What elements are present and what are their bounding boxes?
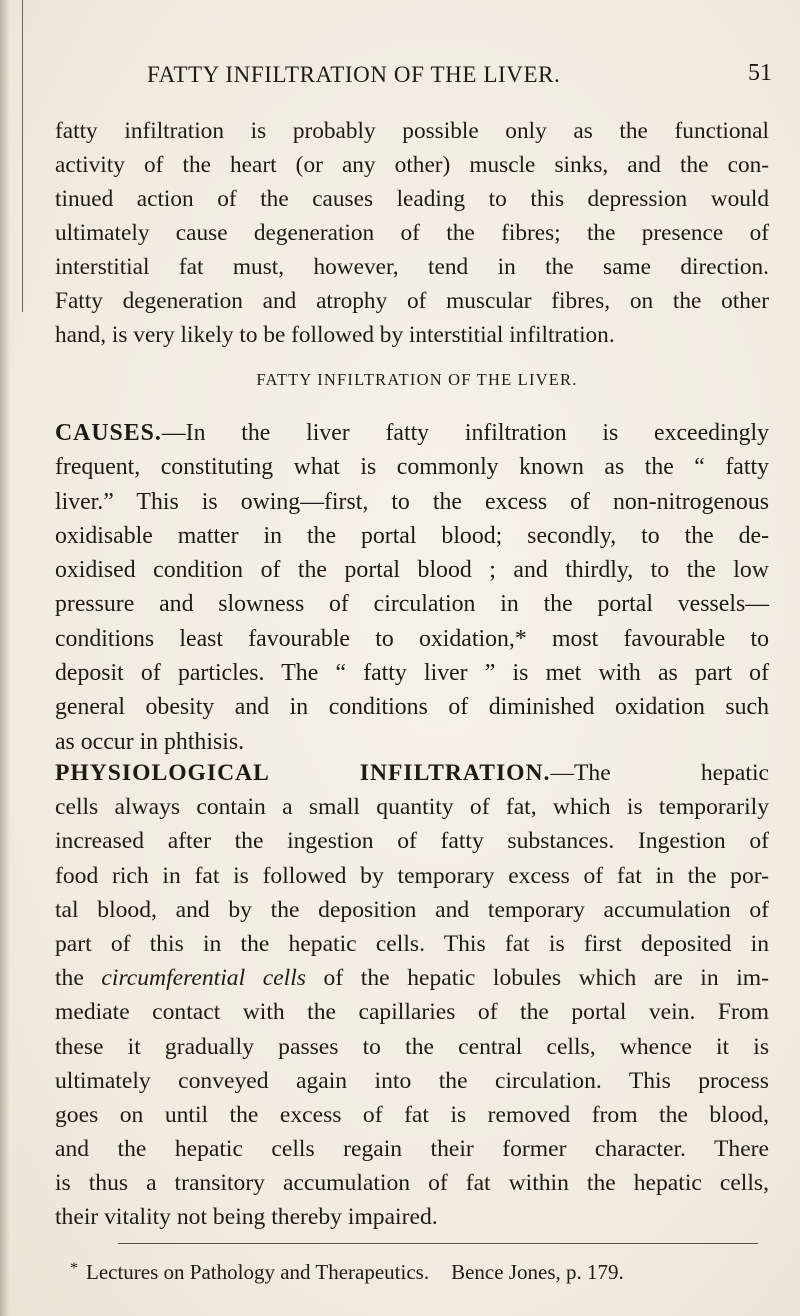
text-line: interstitial fat must, however, tend in the same direction.: [55, 254, 769, 280]
text-line: oxidised condition of the portal blood ; and thirdly, to the low: [55, 557, 769, 584]
page-number: 51: [748, 60, 772, 86]
text-line: conditions least favourable to oxidation,* most favourable to: [55, 625, 769, 652]
footnote-marker: *: [70, 1260, 78, 1277]
physiological-lead-in: PHYSIOLOGICAL INFILTRATION.: [55, 760, 551, 786]
text-line: tal blood, and by the deposition and temporary accumulation of: [55, 896, 769, 923]
text-line: ultimately conveyed again into the circulation. This process: [55, 1067, 769, 1094]
intro-paragraph: [55, 114, 769, 352]
text-line: as occur in phthisis.: [55, 728, 245, 755]
causes-first-line: —In the liver fatty infiltration is exceedingly: [161, 420, 769, 446]
text-line: increased after the ingestion of fatty substances. Ingestion of: [55, 828, 769, 855]
page-binding-shadow: [0, 0, 10, 1316]
text-line: goes on until the excess of fat is removed from the blood,: [55, 1101, 769, 1128]
text-line: and the hepatic cells regain their former character. There: [55, 1136, 769, 1163]
text-line: frequent, constituting what is commonly known as the “ fatty: [55, 454, 769, 481]
text-line: tinued action of the causes leading to this depression would: [55, 186, 769, 212]
text-line: fatty infiltration is probably possible only as the functional: [55, 118, 769, 144]
text-line: food rich in fat is followed by temporary excess of fat in the por-: [55, 862, 769, 889]
footnote-rule: [118, 1243, 758, 1244]
section-heading: FATTY INFILTRATION OF THE LIVER.: [256, 370, 578, 389]
footnote: [70, 1260, 624, 1285]
line-prefix: the: [55, 965, 102, 992]
text-line: oxidisable matter in the portal blood; secondly, to the de-: [55, 522, 769, 549]
text-line: [55, 756, 769, 790]
text-line: [55, 961, 769, 995]
text-line: general obesity and in conditions of diminished oxidation such: [55, 694, 769, 721]
text-line: liver.” This is owing—first, to the excess of non-nitrogenous: [55, 488, 769, 515]
text-line: activity of the heart (or any other) muscle sinks, and the con-: [55, 152, 769, 178]
running-head: [0, 58, 800, 98]
text-line: pressure and slowness of circulation in the portal vessels—: [55, 591, 769, 618]
text-line: [55, 416, 769, 450]
physiological-first-line: —The hepatic: [550, 760, 769, 786]
line-suffix: of the hepatic lobules which are in im-: [305, 965, 769, 992]
text-line: ultimately cause degeneration of the fibres; the presence of: [55, 220, 769, 246]
text-line: Fatty degeneration and atrophy of muscular fibres, on the other: [55, 288, 769, 314]
causes-lead-in: CAUSES.: [55, 420, 162, 446]
text-line: hand, is very likely to be followed by interstitial infiltration.: [55, 322, 615, 348]
footnote-text: Lectures on Pathology and Therapeutics.: [86, 1260, 430, 1284]
page-edge-line: [22, 0, 23, 312]
text-line: these it gradually passes to the central cells, whence it is: [55, 1033, 769, 1060]
running-head-title: FATTY INFILTRATION OF THE LIVER.: [147, 62, 561, 87]
text-line: deposit of particles. The “ fatty liver ” is met with as part of: [55, 660, 769, 687]
text-line: is thus a transitory accumulation of fat within the hepatic cells,: [55, 1170, 769, 1197]
text-line: their vitality not being thereby impaired.: [55, 1204, 438, 1231]
italic-term: circumferential cells: [101, 965, 306, 992]
text-line: part of this in the hepatic cells. This fat is first deposited in: [55, 930, 769, 957]
footnote-source: Bence Jones, p. 179.: [451, 1260, 624, 1284]
text-line: cells always contain a small quantity of fat, which is temporarily: [55, 794, 769, 821]
text-line: mediate contact with the capillaries of the portal vein. From: [55, 999, 769, 1026]
causes-paragraph: [55, 416, 769, 759]
physiological-paragraph: [55, 756, 769, 1235]
